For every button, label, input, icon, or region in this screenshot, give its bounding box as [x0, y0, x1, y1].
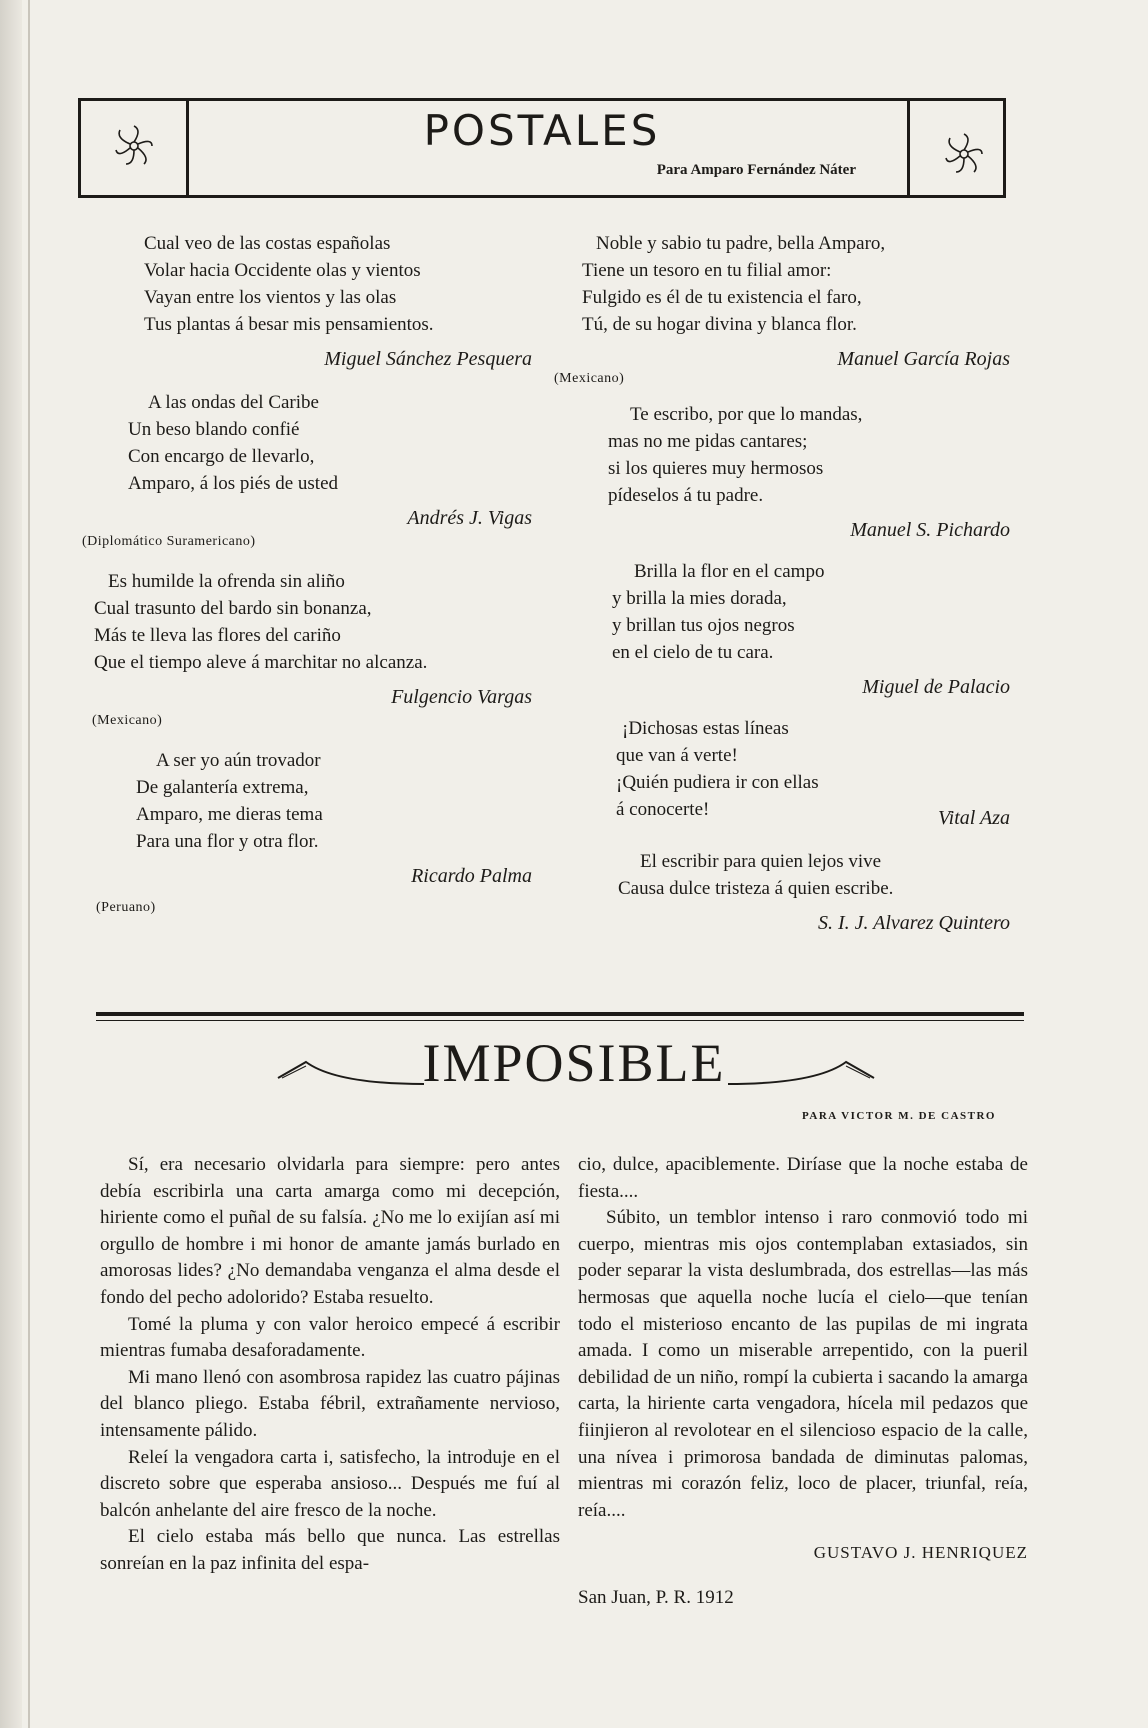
- poem: [582, 230, 1010, 338]
- rosette-ornament-icon: [112, 124, 156, 168]
- poem-line: ¡Quién pudiera ir con ellas: [616, 772, 819, 793]
- poem-line: y brilla la mies dorada,: [612, 588, 787, 609]
- imposible-right-column: [578, 1152, 1028, 1612]
- prose-paragraph: El cielo estaba más bello que nunca. Las estrellas sonreían en la paz infinita del espa-: [100, 1526, 560, 1574]
- prose-paragraph: Súbito, un temblor intenso i raro conmovió todo mi cuerpo, mientras mis ojos contemplaban extasiados, sin poder separar la vista deslumbrada, dos estrellas—las más hermosas que aquella noche lucía el cielo—que tenían todo el misterioso encanto de las pupilas de mi ingrata amada. I como un miserable arrepentido, con la pueril debilidad de un niño, rompí la cubierta i sacando la amarga carta, la hiriente carta vengadora, hícela mil pedazos que fiinjieron al revolotear en el silencioso espacio de la calle, una nívea i primorosa bandada de diminutas palomas, mientras mi corazón feliz, loco de placer, triunfal, reía, reía....: [578, 1207, 1028, 1521]
- poem-line: Para una flor y otra flor.: [136, 831, 319, 852]
- poem-line: Amparo, me dieras tema: [136, 804, 323, 825]
- poem: [618, 848, 1010, 902]
- imposible-title: IMPOSIBLE: [422, 1033, 726, 1093]
- poem-author: S. I. J. Alvarez Quintero: [817, 912, 1010, 934]
- poem: [136, 747, 522, 855]
- poem-line: De galantería extrema,: [136, 777, 309, 798]
- prose-paragraph: cio, dulce, apaciblemente. Diríase que la noche estaba de fiesta....: [578, 1154, 1028, 1202]
- poem: [94, 568, 522, 676]
- poem-line: A ser yo aún trovador: [156, 750, 321, 771]
- author-note: (Diplomático Suramericano): [82, 534, 256, 549]
- poem-line: Tus plantas á besar mis pensamientos.: [144, 314, 434, 335]
- imposible-left-column: [100, 1152, 560, 1578]
- author-signature: GUSTAVO J. HENRIQUEZ: [813, 1543, 1028, 1563]
- rosette-ornament-icon: [942, 132, 986, 176]
- poem-line: y brillan tus ojos negros: [612, 615, 795, 636]
- page-binding-line: [28, 0, 30, 1728]
- header-left-rule: [78, 98, 81, 198]
- poem-line: Te escribo, por que lo mandas,: [630, 404, 863, 425]
- poem-line: que van á verte!: [616, 745, 738, 766]
- poem-line: Es humilde la ofrenda sin aliño: [108, 571, 345, 592]
- poem-author: Fulgencio Vargas: [391, 686, 532, 708]
- prose-paragraph: Tomé la pluma y con valor heroico empecé á escribir mientras fumaba desaforadamente.: [100, 1313, 560, 1362]
- author-note: (Mexicano): [92, 713, 163, 728]
- postales-title: POSTALES: [423, 106, 661, 155]
- place-and-date: San Juan, P. R. 1912: [578, 1586, 734, 1608]
- poem-line: Volar hacia Occidente olas y vientos: [144, 260, 421, 281]
- poem: [608, 401, 1010, 509]
- poem-author: Manuel García Rojas: [837, 348, 1010, 370]
- poem-line: El escribir para quien lejos vive: [640, 851, 882, 872]
- header-bottom-rule: [78, 195, 1006, 198]
- poem: [144, 230, 522, 338]
- prose-paragraph: Mi mano llenó con asombrosa rapidez las cuatro pájinas del blanco pliego. Estaba fébril, extrañamente nervioso, intensamente pálido.: [100, 1366, 560, 1441]
- poem: [128, 389, 522, 497]
- postales-dedication: Para Amparo Fernández Náter: [656, 162, 856, 178]
- poems-right-column: [554, 230, 1010, 935]
- header-right-rule: [1003, 98, 1006, 198]
- imposible-dedication: PARA VICTOR M. DE CASTRO: [802, 1110, 996, 1122]
- poem-author: Vital Aza: [937, 807, 1010, 829]
- poems-left-column: [82, 230, 532, 916]
- poem-line: mas no me pidas cantares;: [608, 431, 808, 452]
- poem-line: Fulgido es él de tu existencia el faro,: [582, 287, 862, 308]
- poem-line: Que el tiempo aleve á marchitar no alcanza.: [94, 652, 428, 673]
- poem-line: Un beso blando confié: [128, 419, 300, 440]
- prose-paragraph: Sí, era necesario olvidarla para siempre: pero antes debía escribirla una carta amarga como mi decepción, hiriente como el puñal de su falsía. ¿No me lo exijían así mi orgullo de hombre i mi honor de amante jamás burlado en amorosas lides? ¿No demandaba venganza el alma desde el fondo del pecho adolorido? Estaba resuelto.: [100, 1154, 560, 1308]
- header-top-rule: [78, 98, 1006, 101]
- poem-line: Causa dulce tristeza á quien escribe.: [618, 878, 894, 899]
- poem-author: Miguel de Palacio: [862, 676, 1010, 698]
- postales-header: [78, 98, 1006, 198]
- prose-paragraph: Releí la vengadora carta i, satisfecho, la introduje en el discreto sobre que esperaba ansioso... Después me fuí al balcón anhelante del aire fresco de la noche.: [100, 1446, 560, 1521]
- poem-line: ¡Dichosas estas líneas: [622, 718, 789, 739]
- right-swash-ornament-icon: [726, 1056, 876, 1096]
- poem-line: Cual veo de las costas españolas: [144, 233, 391, 254]
- poem-line: pídeselos á tu padre.: [608, 485, 764, 506]
- author-note: (Peruano): [96, 900, 156, 915]
- poem-author: Ricardo Palma: [411, 865, 532, 887]
- poem-line: Tú, de su hogar divina y blanca flor.: [582, 314, 857, 335]
- poem-line: Tiene un tesoro en tu filial amor:: [582, 260, 832, 281]
- poem-author: Manuel S. Pichardo: [850, 519, 1010, 541]
- poem-line: Vayan entre los vientos y las olas: [144, 287, 397, 308]
- poem-line: Noble y sabio tu padre, bella Amparo,: [596, 233, 886, 254]
- poem-line: Cual trasunto del bardo sin bonanza,: [94, 598, 372, 619]
- poem-line: á conocerte!: [616, 799, 710, 820]
- section-divider-thick: [96, 1012, 1024, 1016]
- poem-line: Amparo, á los piés de usted: [128, 473, 339, 494]
- poem-line: A las ondas del Caribe: [148, 392, 319, 413]
- poem-line: Más te lleva las flores del cariño: [94, 625, 341, 646]
- poem-line: Con encargo de llevarlo,: [128, 446, 315, 467]
- author-note: (Mexicano): [554, 371, 625, 386]
- poem-author: Miguel Sánchez Pesquera: [324, 348, 532, 370]
- page-binding-shadow: [0, 0, 22, 1728]
- poem: [612, 558, 1010, 666]
- poem-line: si los quieres muy hermosos: [608, 458, 824, 479]
- header-right-inner-rule: [907, 98, 910, 198]
- poem-line: en el cielo de tu cara.: [612, 642, 774, 663]
- section-divider-thin: [96, 1020, 1024, 1021]
- poem-line: Brilla la flor en el campo: [634, 561, 825, 582]
- poem-author: Andrés J. Vigas: [407, 507, 532, 529]
- header-left-inner-rule: [186, 98, 189, 198]
